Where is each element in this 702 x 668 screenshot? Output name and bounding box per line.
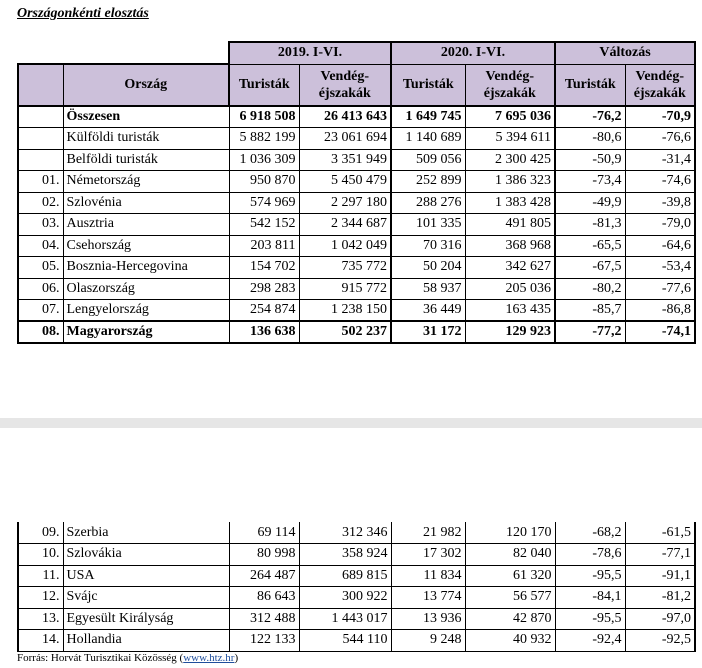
change-tourists: -95,5 <box>555 565 625 587</box>
table-row <box>18 522 695 544</box>
change-tourists: -95,5 <box>555 608 625 630</box>
tourists-2020: 31 172 <box>391 321 465 343</box>
source-note <box>17 652 238 664</box>
tourists-2019: 122 133 <box>229 630 299 652</box>
table-row <box>18 321 695 343</box>
change-tourists: -50,9 <box>555 149 625 171</box>
change-nights: -91,1 <box>625 565 695 587</box>
source-prefix: Forrás: Horvát Turisztikai Közösség ( <box>17 652 184 664</box>
table-title: Országonkénti elosztás <box>17 6 149 21</box>
country-name: Németország <box>63 171 229 193</box>
tourists-2019: 80 998 <box>229 544 299 566</box>
tourists-2019: 69 114 <box>229 522 299 544</box>
table-body-top <box>18 106 695 343</box>
nights-2019: 544 110 <box>299 630 391 652</box>
tourists-2019: 264 487 <box>229 565 299 587</box>
tourists-2019: 574 969 <box>229 192 299 214</box>
table-row <box>18 565 695 587</box>
header-nights-2020 <box>465 64 555 106</box>
nights-2020: 2 300 425 <box>465 149 555 171</box>
tourists-2020: 13 774 <box>391 587 465 609</box>
header-nights-line2: éjszakák <box>318 85 371 101</box>
page-break <box>0 418 702 428</box>
tourists-2020: 58 937 <box>391 278 465 300</box>
nights-2019: 1 042 049 <box>299 235 391 257</box>
nights-2020: 82 040 <box>465 544 555 566</box>
header-nights-line1: Vendég- <box>635 68 684 84</box>
change-tourists: -76,2 <box>555 106 625 128</box>
source-link[interactable]: www.htz.hr <box>183 652 235 664</box>
table-row <box>18 300 695 322</box>
nights-2020: 205 036 <box>465 278 555 300</box>
country-name: Svájc <box>63 587 229 609</box>
country-name: Szlovákia <box>63 544 229 566</box>
nights-2020: 491 805 <box>465 214 555 236</box>
nights-2020: 1 386 323 <box>465 171 555 193</box>
tourists-2020: 11 834 <box>391 565 465 587</box>
nights-2019: 5 450 479 <box>299 171 391 193</box>
header-nights-change <box>625 64 695 106</box>
table-row <box>18 608 695 630</box>
tourists-2020: 70 316 <box>391 235 465 257</box>
change-tourists: -77,2 <box>555 321 625 343</box>
row-number: 03. <box>18 214 63 236</box>
table-row <box>18 171 695 193</box>
change-nights: -97,0 <box>625 608 695 630</box>
nights-2020: 5 394 611 <box>465 128 555 150</box>
nights-2019: 1 443 017 <box>299 608 391 630</box>
header-period-2019: 2019. I-VI. <box>229 42 391 64</box>
change-nights: -77,6 <box>625 278 695 300</box>
nights-2019: 26 413 643 <box>299 106 391 128</box>
nights-2020: 120 170 <box>465 522 555 544</box>
change-tourists: -68,2 <box>555 522 625 544</box>
tourists-2019: 5 882 199 <box>229 128 299 150</box>
header-nights-line1: Vendég- <box>485 68 534 84</box>
nights-2020: 40 932 <box>465 630 555 652</box>
nights-2019: 1 238 150 <box>299 300 391 322</box>
nights-2019: 735 772 <box>299 257 391 279</box>
change-nights: -70,9 <box>625 106 695 128</box>
country-name: Külföldi turisták <box>63 128 229 150</box>
table-row <box>18 630 695 652</box>
header-country: Ország <box>63 64 229 106</box>
nights-2020: 42 870 <box>465 608 555 630</box>
country-name: Szerbia <box>63 522 229 544</box>
nights-2020: 61 320 <box>465 565 555 587</box>
table-row <box>18 149 695 171</box>
header-tourists-change: Turisták <box>555 64 625 106</box>
change-nights: -86,8 <box>625 300 695 322</box>
tourists-2019: 203 811 <box>229 235 299 257</box>
country-name: Magyarország <box>63 321 229 343</box>
row-number <box>18 149 63 171</box>
tourists-2020: 101 335 <box>391 214 465 236</box>
change-nights: -39,8 <box>625 192 695 214</box>
row-number: 13. <box>18 608 63 630</box>
change-nights: -79,0 <box>625 214 695 236</box>
nights-2019: 300 922 <box>299 587 391 609</box>
change-tourists: -84,1 <box>555 587 625 609</box>
table-row <box>18 192 695 214</box>
nights-2019: 312 346 <box>299 522 391 544</box>
row-number <box>18 128 63 150</box>
country-distribution-table-continued <box>17 522 696 652</box>
tourists-2020: 36 449 <box>391 300 465 322</box>
tourists-2019: 298 283 <box>229 278 299 300</box>
tourists-2020: 21 982 <box>391 522 465 544</box>
nights-2020: 1 383 428 <box>465 192 555 214</box>
country-distribution-table <box>17 41 696 344</box>
change-tourists: -67,5 <box>555 257 625 279</box>
country-name: Csehország <box>63 235 229 257</box>
change-nights: -76,6 <box>625 128 695 150</box>
nights-2019: 3 351 949 <box>299 149 391 171</box>
tourists-2019: 6 918 508 <box>229 106 299 128</box>
row-number: 05. <box>18 257 63 279</box>
header-period-2020: 2020. I-VI. <box>391 42 555 64</box>
row-number: 06. <box>18 278 63 300</box>
row-number: 02. <box>18 192 63 214</box>
country-name: Olaszország <box>63 278 229 300</box>
country-name: Lengyelország <box>63 300 229 322</box>
tourists-2020: 17 302 <box>391 544 465 566</box>
country-name: Ausztria <box>63 214 229 236</box>
tourists-2019: 154 702 <box>229 257 299 279</box>
change-tourists: -49,9 <box>555 192 625 214</box>
table-body-bottom <box>18 522 695 651</box>
country-name: Egyesült Királyság <box>63 608 229 630</box>
tourists-2019: 86 643 <box>229 587 299 609</box>
tourists-2020: 509 056 <box>391 149 465 171</box>
source-suffix: ) <box>234 652 239 664</box>
tourists-2019: 542 152 <box>229 214 299 236</box>
country-name: Hollandia <box>63 630 229 652</box>
table-row <box>18 128 695 150</box>
header-nights-line2: éjszakák <box>633 85 686 101</box>
change-nights: -31,4 <box>625 149 695 171</box>
nights-2019: 915 772 <box>299 278 391 300</box>
change-nights: -53,4 <box>625 257 695 279</box>
row-number: 01. <box>18 171 63 193</box>
header-nights-line1: Vendég- <box>320 68 369 84</box>
change-tourists: -78,6 <box>555 544 625 566</box>
row-number: 12. <box>18 587 63 609</box>
table-row <box>18 106 695 128</box>
table-row <box>18 214 695 236</box>
country-name: Belföldi turisták <box>63 149 229 171</box>
nights-2020: 7 695 036 <box>465 106 555 128</box>
change-tourists: -80,2 <box>555 278 625 300</box>
change-nights: -74,1 <box>625 321 695 343</box>
country-name: Szlovénia <box>63 192 229 214</box>
change-tourists: -65,5 <box>555 235 625 257</box>
nights-2019: 2 297 180 <box>299 192 391 214</box>
change-nights: -64,6 <box>625 235 695 257</box>
tourists-2019: 136 638 <box>229 321 299 343</box>
nights-2019: 502 237 <box>299 321 391 343</box>
table-row <box>18 278 695 300</box>
nights-2020: 368 968 <box>465 235 555 257</box>
header-tourists-2020: Turisták <box>391 64 465 106</box>
country-name: Bosznia-Hercegovina <box>63 257 229 279</box>
change-tourists: -81,3 <box>555 214 625 236</box>
tourists-2020: 288 276 <box>391 192 465 214</box>
row-number: 09. <box>18 522 63 544</box>
header-change: Változás <box>555 42 695 64</box>
tourists-2020: 9 248 <box>391 630 465 652</box>
tourists-2020: 50 204 <box>391 257 465 279</box>
nights-2020: 342 627 <box>465 257 555 279</box>
table-row <box>18 235 695 257</box>
change-nights: -81,2 <box>625 587 695 609</box>
change-tourists: -92,4 <box>555 630 625 652</box>
nights-2020: 163 435 <box>465 300 555 322</box>
change-nights: -61,5 <box>625 522 695 544</box>
change-tourists: -80,6 <box>555 128 625 150</box>
country-name: USA <box>63 565 229 587</box>
row-number <box>18 106 63 128</box>
row-number: 14. <box>18 630 63 652</box>
tourists-2019: 950 870 <box>229 171 299 193</box>
change-nights: -77,1 <box>625 544 695 566</box>
row-number: 07. <box>18 300 63 322</box>
row-number: 08. <box>18 321 63 343</box>
change-nights: -92,5 <box>625 630 695 652</box>
tourists-2020: 1 140 689 <box>391 128 465 150</box>
row-number: 11. <box>18 565 63 587</box>
header-nights-line2: éjszakák <box>483 85 536 101</box>
tourists-2019: 254 874 <box>229 300 299 322</box>
header-number <box>18 64 63 106</box>
tourists-2019: 312 488 <box>229 608 299 630</box>
country-name: Összesen <box>63 106 229 128</box>
table-row <box>18 587 695 609</box>
nights-2020: 129 923 <box>465 321 555 343</box>
header-nights-2019 <box>299 64 391 106</box>
tourists-2019: 1 036 309 <box>229 149 299 171</box>
row-number: 10. <box>18 544 63 566</box>
change-tourists: -85,7 <box>555 300 625 322</box>
tourists-2020: 1 649 745 <box>391 106 465 128</box>
change-nights: -74,6 <box>625 171 695 193</box>
header-tourists-2019: Turisták <box>229 64 299 106</box>
tourists-2020: 13 936 <box>391 608 465 630</box>
tourists-2020: 252 899 <box>391 171 465 193</box>
nights-2019: 23 061 694 <box>299 128 391 150</box>
change-tourists: -73,4 <box>555 171 625 193</box>
nights-2019: 689 815 <box>299 565 391 587</box>
table-row <box>18 544 695 566</box>
row-number: 04. <box>18 235 63 257</box>
table-row <box>18 257 695 279</box>
nights-2019: 358 924 <box>299 544 391 566</box>
nights-2019: 2 344 687 <box>299 214 391 236</box>
nights-2020: 56 577 <box>465 587 555 609</box>
